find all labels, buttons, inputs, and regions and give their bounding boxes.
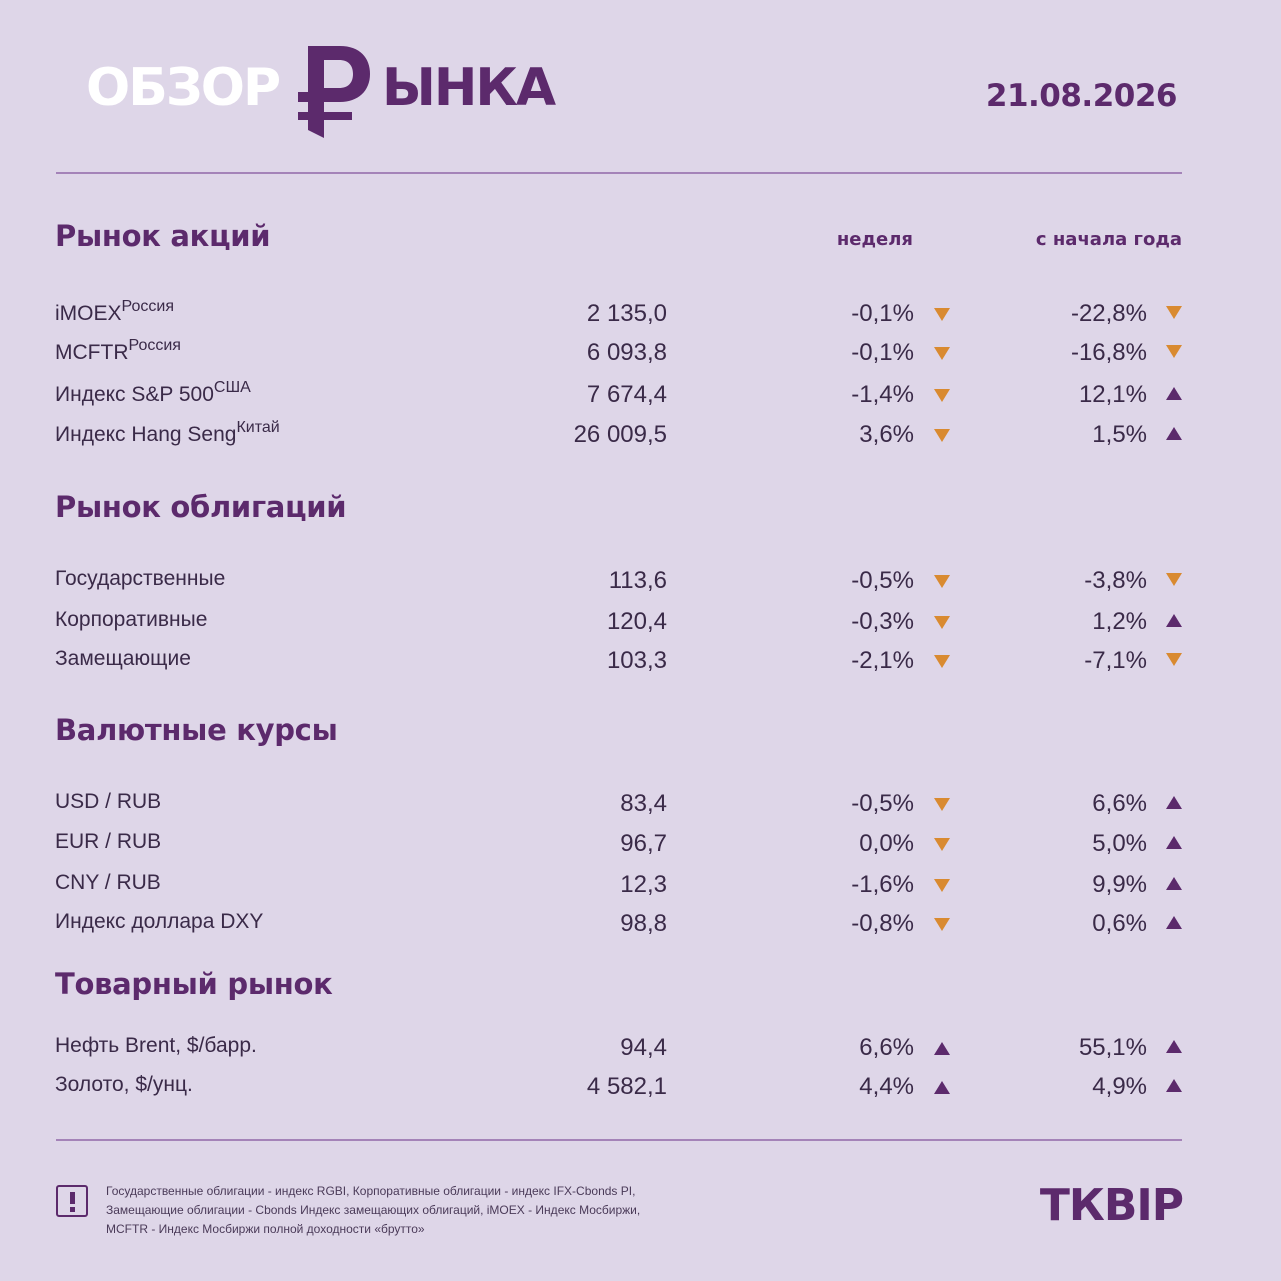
arrow-up-icon [1166,1079,1182,1092]
arrow-down-icon [934,308,950,321]
table-row [0,567,1281,607]
row-week-change: -0,5% [851,567,914,594]
row-value: 7 674,4 [586,381,667,408]
section-title: Рынок облигаций [55,490,347,524]
table-row [0,830,1281,870]
row-week-change: -0,1% [851,300,914,327]
arrow-down-icon [1166,573,1182,586]
row-ytd-change: -3,8% [1084,567,1147,594]
row-name-text: Нефть Brent, $/барр. [55,1034,257,1057]
row-week-change: -2,1% [851,647,914,674]
row-name [55,830,161,854]
row-value: 103,3 [606,647,667,674]
row-name-text: iMOEX [55,302,122,325]
report-date: 21.08.2026 [985,78,1177,114]
row-region: Китай [236,419,280,436]
arrow-down-icon [934,655,950,668]
row-ytd-change: 5,0% [1092,830,1147,857]
section-title: Товарный рынок [55,967,333,1001]
row-name [55,298,174,326]
row-name-text: CNY / RUB [55,871,161,894]
ruble-logo-icon [294,42,374,142]
row-name [55,1034,257,1058]
table-row [0,1073,1281,1113]
row-ytd-change: 55,1% [1078,1034,1147,1061]
arrow-down-icon [934,798,950,811]
arrow-down-icon [1166,653,1182,666]
arrow-down-icon [934,616,950,629]
arrow-down-icon [934,575,950,588]
row-name [55,1073,193,1097]
row-value: 2 135,0 [586,300,667,327]
row-name [55,419,280,447]
arrow-up-icon [1166,614,1182,627]
row-name-text: Государственные [55,567,226,590]
row-ytd-change: 9,9% [1092,871,1147,898]
footnote-line: MCFTR - Индекс Мосбиржи полной доходности «брутто» [106,1222,425,1236]
row-week-change: 3,6% [859,421,914,448]
row-name [55,647,191,671]
row-name-text: Индекс Hang Seng [55,423,237,446]
row-name-text: Золото, $/унц. [55,1073,193,1096]
row-name-text: USD / RUB [55,790,162,813]
arrow-down-icon [1166,345,1182,358]
footnote [106,1182,746,1239]
footnote-line: Государственные облигации - индекс RGBI, Корпоративные облигации - индекс IFX-Cbonds PI, [106,1184,636,1198]
arrow-up-icon [1166,387,1182,400]
exclamation-icon [56,1185,88,1217]
table-row [0,381,1281,421]
row-ytd-change: 0,6% [1092,910,1147,937]
arrow-up-icon [1166,1040,1182,1053]
row-ytd-change: 4,9% [1092,1073,1147,1100]
header [0,0,1281,172]
row-name [55,379,251,407]
row-value: 94,4 [620,1034,667,1061]
row-ytd-change: 6,6% [1092,790,1147,817]
table-row [0,790,1281,830]
row-name-text: Корпоративные [55,608,208,631]
row-value: 12,3 [620,871,667,898]
arrow-down-icon [934,879,950,892]
title-obzor: ОБЗОР [86,58,280,118]
row-week-change: -0,5% [851,790,914,817]
arrow-down-icon [934,389,950,402]
row-region: США [213,379,251,396]
row-ytd-change: 12,1% [1078,381,1147,408]
table-row [0,871,1281,911]
row-region: Россия [121,298,174,315]
arrow-up-icon [1166,796,1182,809]
row-value: 83,4 [620,790,667,817]
row-name [55,337,181,365]
table-row [0,339,1281,379]
row-name-text: EUR / RUB [55,830,162,853]
row-name-text: Индекс доллара DXY [55,910,264,933]
title-rynka: ЫНКА [382,58,555,118]
divider-bottom [56,1139,1182,1141]
row-value: 120,4 [606,608,667,635]
table-row [0,647,1281,687]
row-week-change: -0,3% [851,608,914,635]
row-value: 26 009,5 [573,421,667,448]
row-value: 98,8 [620,910,667,937]
row-name-text: Индекс S&P 500 [55,383,214,406]
row-name [55,608,207,632]
row-name-text: Замещающие [55,647,191,670]
table-row [0,300,1281,340]
table-row [0,608,1281,648]
column-header-ytd: с начала года [1035,229,1182,250]
arrow-up-icon [934,1081,950,1094]
row-value: 6 093,8 [586,339,667,366]
row-ytd-change: 1,5% [1092,421,1147,448]
row-week-change: 0,0% [859,830,914,857]
footnote-line: Замещающие облигации - Cbonds Индекс замещающих облигаций, iMOEX - Индекс Мосбиржи, [106,1203,641,1217]
arrow-down-icon [934,429,950,442]
table-row [0,421,1281,461]
row-ytd-change: -22,8% [1070,300,1147,327]
row-ytd-change: -16,8% [1070,339,1147,366]
row-week-change: -0,8% [851,910,914,937]
arrow-up-icon [934,1042,950,1055]
row-week-change: 4,4% [859,1073,914,1100]
arrow-up-icon [1166,427,1182,440]
row-value: 113,6 [608,567,667,594]
row-name [55,871,161,895]
table-row [0,910,1281,950]
arrow-up-icon [1166,916,1182,929]
arrow-down-icon [934,918,950,931]
arrow-down-icon [1166,306,1182,319]
row-value: 96,7 [620,830,667,857]
row-ytd-change: -7,1% [1084,647,1147,674]
row-ytd-change: 1,2% [1092,608,1147,635]
table-row [0,1034,1281,1074]
row-week-change: 6,6% [859,1034,914,1061]
arrow-up-icon [1166,877,1182,890]
arrow-up-icon [1166,836,1182,849]
column-header-week: неделя [836,229,913,250]
section-title: Рынок акций [55,219,271,253]
divider-top [56,172,1182,174]
row-week-change: -1,4% [851,381,914,408]
row-name [55,910,263,934]
arrow-down-icon [934,838,950,851]
row-value: 4 582,1 [586,1073,667,1100]
row-name [55,567,225,591]
brand-logo: ТКВIР [1039,1180,1183,1231]
row-name-text: MCFTR [55,341,129,364]
arrow-down-icon [934,347,950,360]
row-name [55,790,161,814]
row-week-change: -1,6% [851,871,914,898]
row-region: Россия [128,337,181,354]
section-title: Валютные курсы [55,713,338,747]
row-week-change: -0,1% [851,339,914,366]
